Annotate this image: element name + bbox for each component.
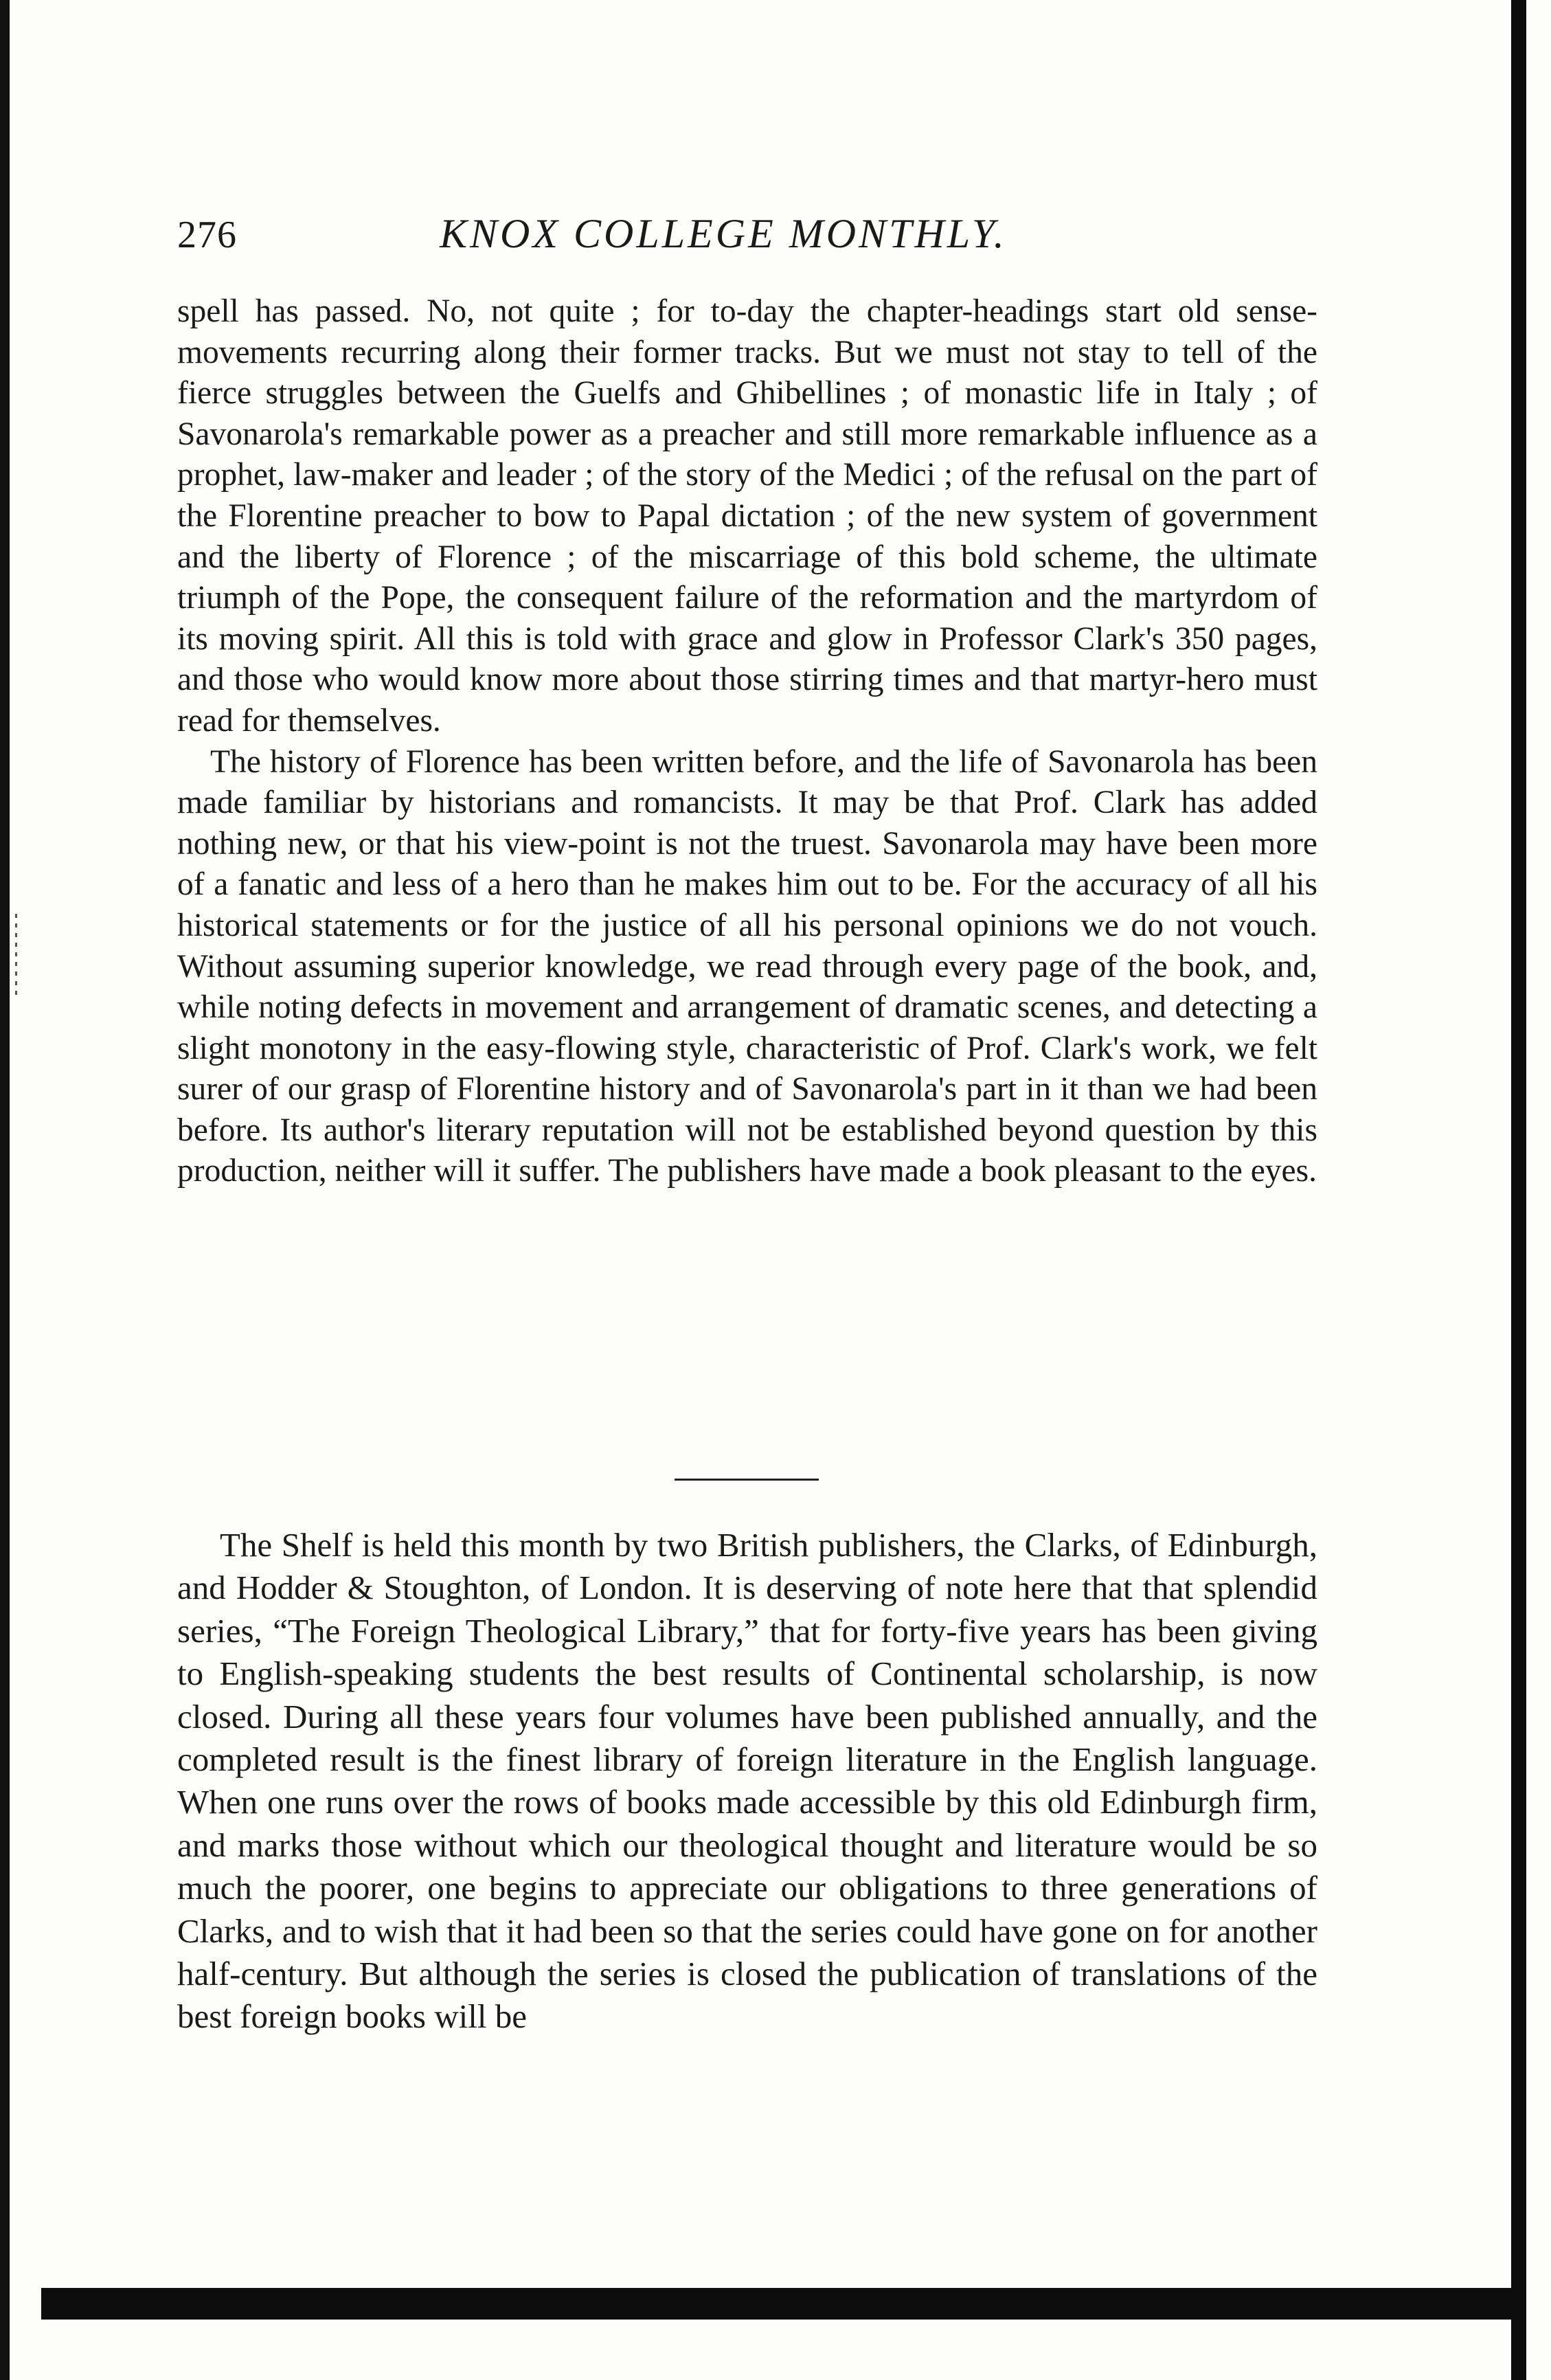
scan-edge-right — [1511, 0, 1526, 2380]
review-paragraph: spell has passed. No, not quite ; for to-day the chapter-headings start old sense-movements recurring along their former tracks. But we must not stay to tell of the fierce struggles between the Guelfs and Ghibellines ; of monastic life in Italy ; of Savonarola's remarkable power as a preacher and still more remarkable influence as a prophet, law-maker and leader ; of the story of the Medici ; of the refusal on the part of the Florentine preacher to bow to Papal dictation ; of the new system of government and the liberty of Florence ; of the miscarriage of this bold scheme, the ultimate triumph of the Pope, the consequent failure of the reformation and the martyrdom of its moving spirit. All this is told with grace and glow in Professor Clark's 350 pages, and those who would know more about those stirring times and that martyr-hero must read for themselves. — [177, 293, 1317, 739]
scan-artifact-dashes — [15, 914, 17, 996]
review-section — [177, 291, 1317, 1192]
scan-edge-bottom — [41, 2288, 1526, 2320]
review-paragraph: The history of Florence has been written before, and the life of Savonarola has been made familiar by historians and romancists. It may be that Prof. Clark has added nothing new, or that his view-point is not the truest. Savonarola may have been more of a fanatic and less of a hero than he makes him out to be. For the accuracy of all his historical statements or for the justice of all his personal opinions we do not vouch. Without assuming superior knowledge, we read through every page of the book, and, while noting defects in movement and arrangement of dramatic scenes, and detecting a slight monotony in the easy-flowing style, characteristic of Prof. Clark's work, we felt surer of our grasp of Florentine history and of Savonarola's part in it than we had been before. Its author's literary reputation will not be established beyond question by this production, neither will it suffer. The publishers have made a book pleasant to the eyes. — [177, 743, 1317, 1189]
shelf-section — [177, 1524, 1317, 2039]
scan-edge-left — [0, 0, 10, 2380]
shelf-paragraph: The Shelf is held this month by two British publishers, the Clarks, of Edinburgh, and Hodder & Stoughton, of London. It is deserving of note here that that splendid series, “The Foreign Theological Library,” that for forty-five years has been giving to English-speaking students the best results of Continental scholarship, is now closed. During all these years four volumes have been published annually, and the completed result is the finest library of foreign literature in the English language. When one runs over the rows of books made accessible by this old Edinburgh firm, and marks those without which our theological thought and literature would be so much the poorer, one begins to appreciate our obligations to three generations of Clarks, and to wish that it had been so that the series could have gone on for another half-century. But although the series is closed the publication of translations of the best foreign books will be — [177, 1526, 1317, 2036]
running-head — [0, 206, 1551, 261]
section-divider — [675, 1479, 819, 1481]
journal-title: KNOX COLLEGE MONTHLY. — [440, 211, 1007, 256]
page-number: 276 — [177, 214, 237, 256]
